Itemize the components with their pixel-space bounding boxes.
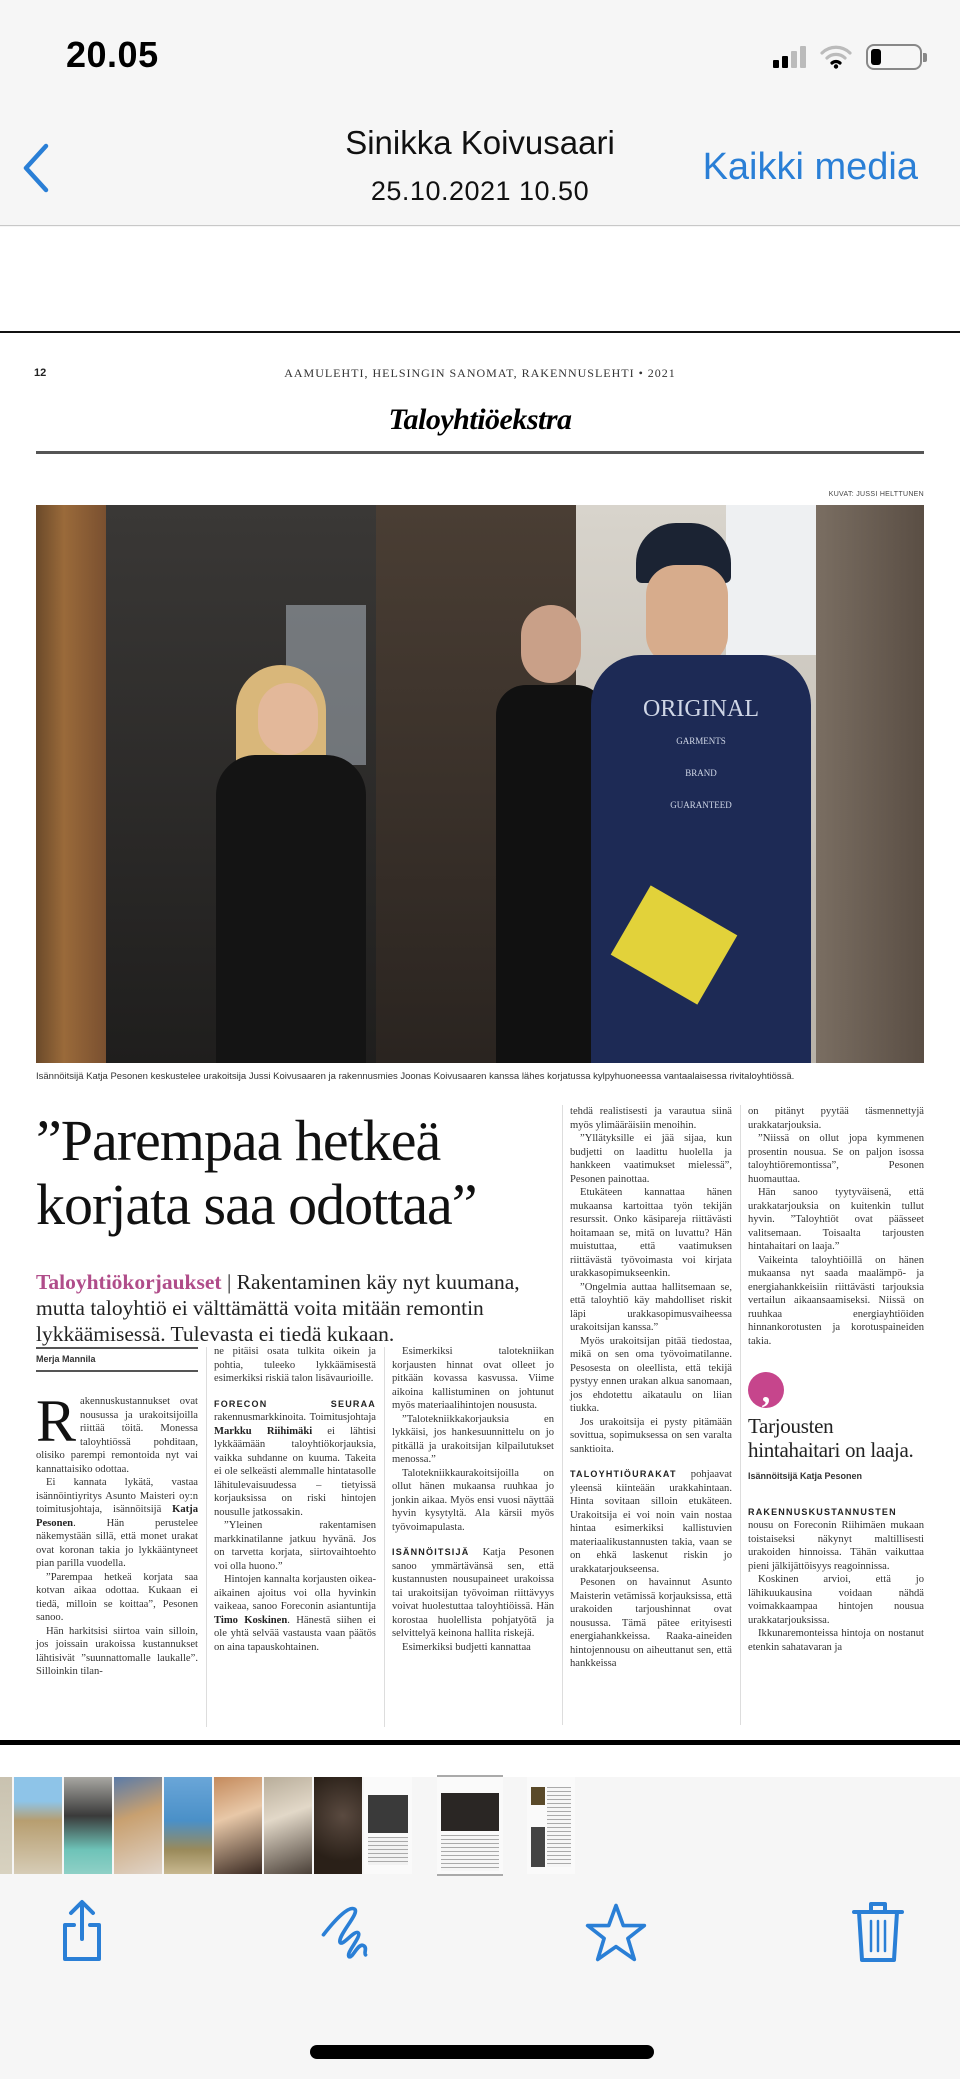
paragraph-text: nousu on Foreconin Riihimäen mukaan toistaiseksi näkynyt maltillisesti urakoiden hinnoissa. Tähän vaikuttaa pieni jälkijättöisyys reagoinnissa.	[748, 1520, 924, 1572]
masthead: AAMULEHTI, HELSINGIN SANOMAT, RAKENNUSLEHTI • 2021	[284, 366, 676, 380]
person-name: Timo Koskinen	[214, 1614, 288, 1626]
paragraph: tehdä realistisesti ja varautua siinä myös ylimääräisiin menoihin.	[570, 1106, 732, 1131]
battery-icon	[866, 44, 922, 70]
nav-title: Sinikka Koivusaari	[345, 124, 615, 161]
paragraph-text: . Hänestä siihen ei ole yhtä selvää vastausta vaan päätös on aina tapauskohtainen.	[214, 1614, 376, 1653]
paragraph-text: pohjaavat yleensä kiinteään urakkahintaan. Hinta sovitaan silloin etukäteen. Urakoitsija ei voi noin vain nostaa hintaa esimerkiksi kallistuvien materiaalikustannusten takia, vaan se on ehkä laskenut riskin jo urakkatarjoukseensa.	[570, 1469, 732, 1575]
paragraph: Esimerkiksi budjetti kannattaa	[402, 1641, 531, 1653]
thumbnail-kids[interactable]	[114, 1777, 162, 1874]
paragraph-text: . Hän perustelee näkemystään sillä, että monet urakat ovat koronan takia jo lykkääntyneet pian parilla vuodella.	[36, 1517, 198, 1569]
paragraph-text: Ei kannata lykätä, vastaa isännöintiyritys Asunto Maisteri oy:n toimitusjohtaja, isännöitsijä	[36, 1477, 198, 1515]
headline	[36, 1109, 576, 1237]
article-column-3	[392, 1345, 554, 1654]
page-number: 12	[34, 367, 47, 379]
article-column-1	[36, 1388, 198, 1679]
paragraph: Vaikeinta taloyhtiöillä on hänen mukaansa nyt saada maalämpö- ja energiahankkeisiin riittävästi tarjouksia vertailun aikaansaamiseksi. Niissä on ruuhkaa energiayhtiöiden hinnankorotusten ja korotuspaineiden takia.	[748, 1254, 924, 1347]
drop-cap: R	[36, 1388, 77, 1454]
markup-icon	[318, 1899, 382, 1965]
favorite-button[interactable]	[584, 1897, 648, 1967]
headline-line-2: korjata saa odottaa”	[36, 1172, 477, 1237]
share-icon	[57, 1899, 107, 1965]
thumbnail-newspaper-1[interactable]	[364, 1777, 412, 1874]
byline: Merja Mannila	[36, 1347, 198, 1372]
paragraph: Myös urakoitsijan pitää tiedostaa, mikä on sen oma työvoimatilanne. Pesosesta on oleellista, että tekijä pystyy ennen urakan alkua sanomaan, jos ehdotettu aikataulu on liian tiukka.	[570, 1335, 732, 1414]
column-divider	[384, 1347, 385, 1727]
nav-date: 25.10.2021 10.50	[370, 176, 590, 206]
paragraph: ”Ongelmia auttaa hallitsemaan se, että taloyhtiö käy mahdolliset riskit läpi urakkasopimusvaiheessa urakoitsijan kanssa.”	[570, 1281, 732, 1333]
section-divider	[36, 451, 924, 454]
paragraph: Hän sanoo tyytyväisenä, että urakkatarjouksia on kuitenkin tullut hyvin. ”Taloyhtiöt ovat päässeet valitsemaan. Toisaalta tarjousten hintahaitari on laaja.”	[748, 1187, 924, 1252]
thumbnail-selfie[interactable]	[214, 1777, 262, 1874]
paragraph: Jos urakoitsija ei pysty pitämään sovittua, sopimuksessa on sen varalta sanktioita.	[570, 1416, 732, 1455]
quote-mark-icon: ,	[748, 1372, 784, 1408]
pull-quote-attribution: Isännöitsijä Katja Pesonen	[748, 1471, 863, 1481]
paragraph: Hän harkitsisi siirtoa vain silloin, jos joissain urakoissa kustannukset lähtisivät ”suunnattomalle laukalle”. Silloinkin tilan-	[36, 1625, 198, 1677]
delete-button[interactable]	[846, 1897, 910, 1967]
paragraph: Ikkunaremonteissa hintoja on nostanut etenkin sahatavaran ja	[748, 1628, 924, 1653]
thumbnail-group[interactable]	[264, 1777, 312, 1874]
lead-in: TALOYHTIÖURAKAT	[570, 1469, 677, 1479]
paragraph: ”Niissä on ollut jopa kymmenen prosentin nousua. Se on paljon isossa taloyhtiöremontissa”, Pesonen huomauttaa.	[748, 1133, 924, 1185]
paragraph: ne pitäisi osata tulkita oikein ja pohtia, tuleeko lykkäämisestä esimerkiksi riskiä talon lisävaurioille.	[214, 1346, 376, 1384]
lead-in: RAKENNUSKUSTANNUSTEN	[748, 1506, 897, 1517]
lead-in: FORECON SEURAA	[214, 1398, 376, 1409]
photo-caption: Isännöitsijä Katja Pesonen keskustelee urakoitsija Jussi Koivusaaren ja rakennusmies Joonas Koivusaaren kanssa lähes korjatussa kylpyhuoneessa vantaalaisessa rivitaloyhtiössä.	[36, 1071, 795, 1082]
thumbnail-sea[interactable]	[164, 1777, 212, 1874]
paragraph: ”Yleinen rakentamisen markkinatilanne jatkuu hyvänä. Jos on tarvetta korjata, siirtovaihtoehto voi olla huono.”	[214, 1520, 376, 1572]
person-name: Katja Pesonen	[36, 1504, 198, 1529]
paragraph: ”Parempaa hetkeä korjata saa kotvan aikaa odottaa. Kukaan ei tiedä, milloin se koittaa”, Pesonen sanoo.	[36, 1571, 198, 1623]
paragraph: on pitänyt pyytää täsmennettyjä urakkatarjouksia.	[748, 1106, 924, 1131]
article-photo: ORIGINAL GARMENTS BRAND GUARANTEED	[36, 505, 924, 1063]
paragraph-text: Hintojen kannalta korjausten oikea-aikainen ajoitus voi olla hyvinkin vaikeaa, sanoo Foreconin asiantuntija	[214, 1574, 376, 1612]
share-button[interactable]	[50, 1897, 114, 1967]
pull-quote: Tarjousten hintahaitari on laaja.	[748, 1414, 914, 1462]
trash-icon	[851, 1899, 905, 1965]
thumbnail-beach-dunes[interactable]	[14, 1777, 62, 1874]
thumbnail-beach-1[interactable]	[0, 1777, 12, 1874]
headline-line-1: ”Parempaa hetkeä	[36, 1108, 441, 1173]
column-divider	[740, 1105, 741, 1725]
deck-separator: |	[221, 1270, 237, 1294]
paragraph: Esimerkiksi talotekniikan korjausten hinnat ovat olleet jo pitkään kovassa kasvussa. Viime aikoina kallistuminen on johtunut myös materiaalihintojen noususta.	[392, 1346, 554, 1411]
paragraph: akennuskustannukset ovat nousussa ja urakoitsijoilla riittää töitä. Monessa taloyhtiössä pohditaan, olisiko parempi remontoida nyt vai kannattaisiko odottaa.	[36, 1396, 198, 1475]
markup-button[interactable]	[318, 1897, 382, 1967]
thumbnail-baby[interactable]	[64, 1777, 112, 1874]
section-title: Taloyhtiöekstra	[388, 403, 572, 436]
bottom-toolbar	[0, 1877, 960, 2079]
wifi-icon	[820, 45, 852, 69]
article-deck	[36, 1269, 556, 1347]
photo-credit: KUVAT: JUSSI HELTTUNEN	[828, 491, 924, 498]
thumbnail-strip[interactable]	[0, 1777, 960, 1877]
status-icons	[773, 44, 922, 70]
column-divider	[562, 1105, 563, 1725]
status-bar	[0, 0, 960, 110]
thumbnail-newspaper-3[interactable]	[527, 1777, 575, 1874]
paragraph: Koskinen arvioi, että jo lähikuukausina voidaan nähdä voimakkaampaa hintojen nousua urakkatarjouksissa.	[748, 1574, 924, 1626]
thumbnail-dark-portrait[interactable]	[314, 1777, 362, 1874]
star-icon	[584, 1899, 648, 1965]
article-column-5	[748, 1105, 924, 1654]
deck-text: Rakentaminen käy nyt kuumana, mutta taloyhtiö ei välttämättä voita mitään remontin lykkäämisessä. Tulevasta ei tiedä kukaan.	[36, 1270, 520, 1346]
paragraph: ”Talotekniikkakorjauksia en lykkäisi, jos hankesuunnittelu on jo pitkällä ja urakoitsijan kilpailutukset menossa.”	[392, 1413, 554, 1465]
column-divider	[206, 1347, 207, 1727]
status-time: 20.05	[66, 34, 159, 75]
cellular-signal-icon	[773, 46, 806, 68]
thumbnail-newspaper-current[interactable]	[437, 1775, 503, 1876]
paragraph-text: Katja Pesonen sanoo ymmärtävänsä sen, että kustannusten nousupaineet urakoissa tai urakoitsijan työvoiman riittävyys voivat huolestuttaa taloyhtiöissä. Hän korostaa huolellista pohjatyötä ja selvittelyä keinona hallita riskejä.	[392, 1547, 554, 1639]
paragraph-text: ei lähtisi lykkäämään taloyhtiökorjauksia, vaikka suhdanne on kuuma. Takeita ei ole selkeästi alemmalle hintatasolle lähitulevaisuudessa – tietyissä korjauksissa on riski hintojen nousulle jatkossakin.	[214, 1425, 376, 1518]
newspaper-page	[0, 333, 960, 1740]
lead-in: ISÄNNÖITSIJÄ	[392, 1547, 470, 1557]
photo-viewer[interactable]	[0, 227, 960, 1777]
paragraph-text: rakennusmarkkinoita. Toimitusjohtaja	[214, 1412, 376, 1423]
all-media-button[interactable]: Kaikki media	[702, 146, 918, 188]
paragraph: Talotekniikkaurakoitsijoilla on ollut hänen mukaansa ruuhkaa jo jonkin aikaa. Myös ensi vuosi näyttää hyvin kysytyltä. Ala kärsii myös työvoimapulasta.	[392, 1467, 554, 1533]
home-indicator[interactable]	[310, 2045, 654, 2059]
navigation-bar	[0, 110, 960, 226]
page-edge-bottom	[0, 1740, 960, 1745]
paragraph: Etukäteen kannattaa hänen mukaansa kartoittaa työn tekijän resurssit. Onko käsipareja riittävästi hoitamaan se, mitä on luvattu? Hän muistuttaa, että vaatimuksen riittävästä työvoimasta voi kirjata urakkasopimukseenkin.	[570, 1187, 732, 1279]
person-name: Markku Riihimäki	[214, 1425, 313, 1437]
article-column-2	[214, 1345, 376, 1654]
paragraph: Pesonen on havainnut Asunto Maisterin vetämissä korjauksissa, että urakoiden tarjoushinnat ovat nousussa. Tämä pätee erityisesti energiahankkeissa. Raaka-aineiden hintojennousu on aiheuttanut sen, että hankkeissa	[570, 1577, 732, 1669]
article-column-4	[570, 1105, 732, 1671]
deck-kicker: Taloyhtiökorjaukset	[36, 1270, 222, 1294]
paragraph: ”Yllätyksille ei jää sijaa, kun budjetti on laadittu huolella ja hankkeen vaatimukset mielessä”, Pesonen painottaa.	[570, 1133, 732, 1185]
